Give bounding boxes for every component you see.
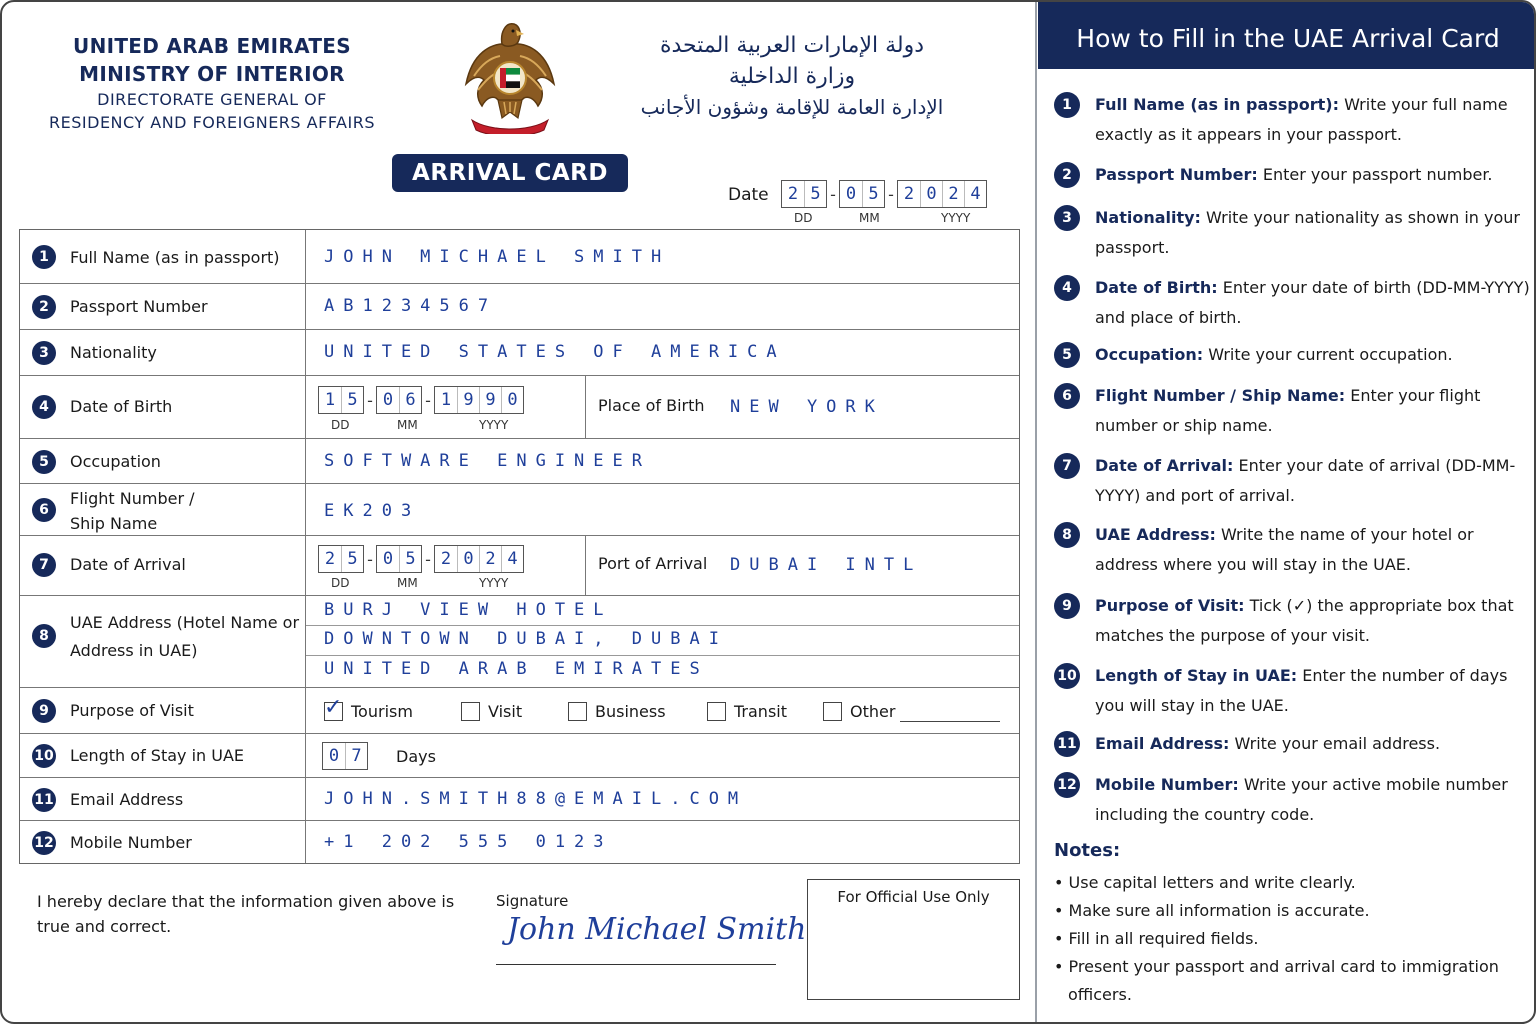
step-text — [1095, 591, 1535, 651]
nationality-label: Nationality — [70, 343, 157, 362]
field-number: 11 — [32, 788, 56, 812]
field-number: 8 — [32, 624, 56, 648]
row-full-name — [20, 230, 1019, 284]
digit-cell: 5 — [804, 181, 826, 207]
address-line-1-field[interactable]: BURJ VIEW HOTEL — [324, 600, 613, 620]
checkbox[interactable] — [823, 702, 842, 721]
address-line-2-field[interactable]: DOWNTOWN DUBAI, DUBAI — [324, 629, 728, 649]
step-body: Write the name of your hotel or address where you will stay in the UAE. — [1095, 525, 1474, 574]
step-heading: Occupation: — [1095, 345, 1204, 364]
dd-caption: DD — [794, 211, 813, 225]
digit-cell: 2 — [942, 181, 964, 207]
checkbox-label: Tourism — [351, 702, 413, 721]
card-date-boxes[interactable] — [781, 180, 987, 208]
digit-cell: 9 — [457, 387, 479, 413]
note-item: • Present your passport and arrival card to immigration officers. — [1054, 957, 1499, 1004]
port-of-arrival-field[interactable]: DUBAI INTL — [730, 555, 923, 575]
date-separator: - — [367, 390, 373, 410]
directorate-ar: الإدارة العامة للإقامة وشؤون الأجانب — [640, 95, 944, 119]
place-of-birth-field[interactable]: NEW YORK — [730, 397, 884, 417]
date-separator: - — [425, 549, 431, 569]
step-body: Tick (✓) the appropriate box that matches the purpose of your visit. — [1095, 596, 1514, 645]
digit-cell: 5 — [399, 546, 421, 572]
step-number: 2 — [1054, 162, 1080, 188]
note-text: Make sure all information is accurate. — [1068, 901, 1370, 920]
step-body: Write your active mobile number including the country code. — [1095, 775, 1508, 824]
cell-divider — [585, 376, 586, 438]
dd-caption: DD — [331, 576, 350, 590]
length-of-stay-label: Length of Stay in UAE — [70, 746, 245, 765]
field-number: 2 — [32, 295, 56, 319]
occupation-field[interactable]: SOFTWARE ENGINEER — [324, 451, 651, 471]
occupation-label: Occupation — [70, 452, 161, 471]
yyyy-caption: YYYY — [941, 211, 971, 225]
step-text — [1095, 770, 1535, 830]
checkbox-label: Transit — [734, 702, 787, 721]
yyyy-caption: YYYY — [479, 418, 509, 432]
digit-cell: 1 — [324, 390, 336, 410]
step-text — [1095, 451, 1535, 511]
step-text — [1095, 273, 1535, 333]
other-purpose-line[interactable] — [900, 721, 1000, 722]
step-text — [1095, 340, 1535, 370]
step-heading: Purpose of Visit: — [1095, 596, 1245, 615]
step-body: Enter your date of birth (DD-MM-YYYY) and place of birth. — [1095, 278, 1530, 327]
step-heading: Passport Number: — [1095, 165, 1258, 184]
directorate-line-1: DIRECTORATE GENERAL OF — [97, 90, 327, 109]
uae-emblem-icon — [460, 14, 560, 134]
step-number: 7 — [1054, 453, 1080, 479]
full-name-field[interactable]: JOHN MICHAEL SMITH — [324, 247, 671, 267]
flight-number-label-line: Flight Number / — [70, 489, 195, 508]
date-separator: - — [367, 549, 373, 569]
email-label: Email Address — [70, 790, 184, 809]
card-date-month[interactable] — [839, 180, 885, 208]
digit-cell: 5 — [862, 181, 884, 207]
step-body: Write your full name exactly as it appears in your passport. — [1095, 95, 1508, 144]
digit-cell: 0 — [845, 184, 857, 204]
uae-address-label-line: UAE Address (Hotel Name or — [70, 613, 300, 632]
card-title: ARRIVAL CARD — [392, 154, 628, 192]
flight-number-label-line: Ship Name — [70, 514, 158, 533]
dd-caption: DD — [331, 418, 350, 432]
row-flight-number — [20, 484, 1019, 536]
checkbox[interactable] — [324, 695, 343, 721]
cell-divider — [585, 536, 586, 595]
digit-cell: 5 — [341, 387, 363, 413]
step-body: Enter your passport number. — [1257, 165, 1493, 184]
step-body: Enter your date of arrival (DD-MM-YYYY) and port of arrival. — [1095, 456, 1516, 505]
row-email — [20, 778, 1019, 821]
digit-cell: 0 — [328, 746, 340, 766]
step-number: 5 — [1054, 342, 1080, 368]
step-text — [1095, 160, 1535, 190]
country-name-en: UNITED ARAB EMIRATES — [73, 34, 351, 58]
step-heading: Date of Birth: — [1095, 278, 1218, 297]
digit-cell: 4 — [501, 546, 523, 572]
purpose-business-checkbox[interactable] — [568, 702, 666, 721]
step-number: 6 — [1054, 383, 1080, 409]
full-name-label: Full Name (as in passport) — [70, 248, 280, 267]
mobile-number-field[interactable]: +1 202 555 0123 — [324, 832, 613, 852]
row-purpose-of-visit — [20, 688, 1019, 734]
row-uae-address — [20, 596, 1019, 688]
step-text — [1095, 729, 1535, 759]
declaration-text: I hereby declare that the information given above is true and correct. — [37, 892, 455, 936]
field-number: 9 — [32, 699, 56, 723]
address-line-3-field[interactable]: UNITED ARAB EMIRATES — [324, 659, 709, 679]
field-number: 1 — [32, 245, 56, 269]
step-number: 10 — [1054, 663, 1080, 689]
note-text: Use capital letters and write clearly. — [1068, 873, 1356, 892]
date-of-arrival-label: Date of Arrival — [70, 555, 186, 574]
purpose-of-visit-label: Purpose of Visit — [70, 701, 194, 720]
arrival-card-form — [2, 2, 1036, 1024]
date-of-birth-boxes[interactable] — [318, 386, 524, 414]
note-text: Fill in all required fields. — [1068, 929, 1259, 948]
step-text — [1095, 520, 1535, 580]
step-text — [1095, 90, 1535, 150]
step-heading: Email Address: — [1095, 734, 1230, 753]
digit-cell: 4 — [964, 181, 986, 207]
step-number: 1 — [1054, 92, 1080, 118]
row-length-of-stay — [20, 734, 1019, 778]
step-heading: Length of Stay in UAE: — [1095, 666, 1298, 685]
digit-cell: 1 — [440, 390, 452, 410]
step-heading: Full Name (as in passport): — [1095, 95, 1339, 114]
signature-label: Signature — [496, 892, 569, 910]
step-body: Write your email address. — [1229, 734, 1441, 753]
signature[interactable]: John Michael Smith — [507, 912, 807, 947]
digit-cell: 9 — [479, 387, 501, 413]
panel-divider — [1035, 2, 1037, 1024]
row-date-of-birth — [20, 376, 1019, 439]
step-heading: UAE Address: — [1095, 525, 1216, 544]
passport-number-field[interactable]: AB1234567 — [324, 296, 498, 316]
note-item: • Fill in all required fields. — [1054, 929, 1259, 948]
card-date-year[interactable] — [897, 180, 987, 208]
header-english — [22, 32, 402, 134]
nationality-field[interactable]: UNITED STATES OF AMERICA — [324, 342, 786, 362]
row-mobile-number — [20, 821, 1019, 863]
field-number: 6 — [32, 498, 56, 522]
step-heading: Nationality: — [1095, 208, 1201, 227]
yyyy-caption: YYYY — [479, 576, 509, 590]
ministry-name-ar: وزارة الداخلية — [728, 64, 856, 89]
date-separator: - — [830, 184, 836, 204]
form-table — [19, 229, 1020, 864]
digit-cell: 0 — [920, 181, 942, 207]
official-use-label: For Official Use Only — [837, 888, 990, 906]
address-rule — [306, 625, 1019, 626]
digit-cell: 0 — [457, 546, 479, 572]
checkbox-label: Business — [595, 702, 666, 721]
email-field[interactable]: JOHN.SMITH88@EMAIL.COM — [324, 789, 748, 809]
digit-cell: 0 — [501, 387, 523, 413]
official-use-box — [807, 879, 1020, 1000]
row-date-of-arrival — [20, 536, 1019, 596]
field-number: 10 — [32, 744, 56, 768]
date-of-arrival-boxes[interactable] — [318, 545, 524, 573]
ministry-name-en: MINISTRY OF INTERIOR — [79, 62, 345, 86]
step-heading: Mobile Number: — [1095, 775, 1239, 794]
step-body: Write your nationality as shown in your passport. — [1095, 208, 1520, 257]
uae-address-label-line: Address in UAE) — [70, 641, 198, 660]
checkbox[interactable] — [461, 702, 480, 721]
check-mark-icon: ✓ — [324, 695, 343, 720]
purpose-transit-checkbox[interactable] — [707, 702, 787, 721]
checkbox-label: Visit — [488, 702, 523, 721]
notes-heading: Notes: — [1054, 840, 1121, 861]
step-number: 9 — [1054, 593, 1080, 619]
note-item: • Use capital letters and write clearly. — [1054, 873, 1356, 892]
purpose-tourism-checkbox[interactable] — [324, 695, 413, 721]
country-name-ar: دولة الإمارات العربية المتحدة — [659, 33, 925, 58]
directorate-line-2: RESIDENCY AND FOREIGNERS AFFAIRS — [49, 113, 375, 132]
digit-cell: 2 — [324, 549, 336, 569]
signature-line — [496, 964, 776, 965]
note-text: Present your passport and arrival card to immigration officers. — [1068, 957, 1499, 1004]
digit-cell: 7 — [345, 743, 367, 769]
step-body: Enter the number of days you will stay in the UAE. — [1095, 666, 1508, 715]
step-text — [1095, 381, 1535, 441]
card-date-day[interactable] — [781, 180, 827, 208]
note-item: • Make sure all information is accurate. — [1054, 901, 1370, 920]
days-unit-label: Days — [396, 747, 436, 766]
step-body: Write your current occupation. — [1203, 345, 1453, 364]
row-occupation — [20, 439, 1019, 484]
port-of-arrival-label: Port of Arrival — [598, 554, 708, 573]
digit-cell: 0 — [382, 390, 394, 410]
row-nationality — [20, 330, 1019, 376]
digit-cell: 5 — [341, 546, 363, 572]
row-passport-number — [20, 284, 1019, 330]
address-rule — [306, 655, 1019, 656]
step-heading: Flight Number / Ship Name: — [1095, 386, 1346, 405]
field-number: 5 — [32, 450, 56, 474]
field-number: 7 — [32, 553, 56, 577]
step-number: 4 — [1054, 275, 1080, 301]
mm-caption: MM — [859, 211, 880, 225]
field-number: 3 — [32, 341, 56, 365]
checkbox[interactable] — [707, 702, 726, 721]
digit-cell: 2 — [787, 184, 799, 204]
step-number: 11 — [1054, 731, 1080, 757]
step-heading: Date of Arrival: — [1095, 456, 1234, 475]
checkbox[interactable] — [568, 702, 587, 721]
field-number: 12 — [32, 831, 56, 855]
header-arabic — [602, 30, 982, 122]
digit-cell: 6 — [399, 387, 421, 413]
notes-list — [1054, 869, 1524, 1009]
digit-cell: 2 — [440, 549, 452, 569]
digit-cell: 2 — [903, 184, 915, 204]
digit-cell: 2 — [479, 546, 501, 572]
length-of-stay-boxes[interactable] — [322, 742, 368, 770]
field-number: 4 — [32, 395, 56, 419]
step-number: 12 — [1054, 772, 1080, 798]
flight-number-field[interactable]: EK203 — [324, 501, 421, 521]
instructions-title: How to Fill in the UAE Arrival Card — [1038, 2, 1536, 69]
step-text — [1095, 203, 1535, 263]
step-text — [1095, 661, 1535, 721]
purpose-other-checkbox[interactable] — [823, 702, 895, 721]
mobile-number-label: Mobile Number — [70, 833, 192, 852]
purpose-visit-checkbox[interactable] — [461, 702, 522, 721]
card-date-label: Date — [728, 185, 769, 205]
date-of-birth-label: Date of Birth — [70, 397, 173, 416]
checkbox-label: Other — [850, 702, 896, 721]
digit-cell: 0 — [382, 549, 394, 569]
mm-caption: MM — [397, 576, 418, 590]
date-separator: - — [425, 390, 431, 410]
step-body: Enter your flight number or ship name. — [1095, 386, 1481, 435]
uae-address-label — [70, 609, 299, 665]
instructions-panel — [1038, 2, 1536, 1024]
flight-number-label — [70, 486, 195, 536]
place-of-birth-label: Place of Birth — [598, 396, 705, 415]
passport-number-label: Passport Number — [70, 297, 208, 316]
step-number: 8 — [1054, 522, 1080, 548]
step-number: 3 — [1054, 205, 1080, 231]
mm-caption: MM — [397, 418, 418, 432]
date-separator: - — [888, 184, 894, 204]
